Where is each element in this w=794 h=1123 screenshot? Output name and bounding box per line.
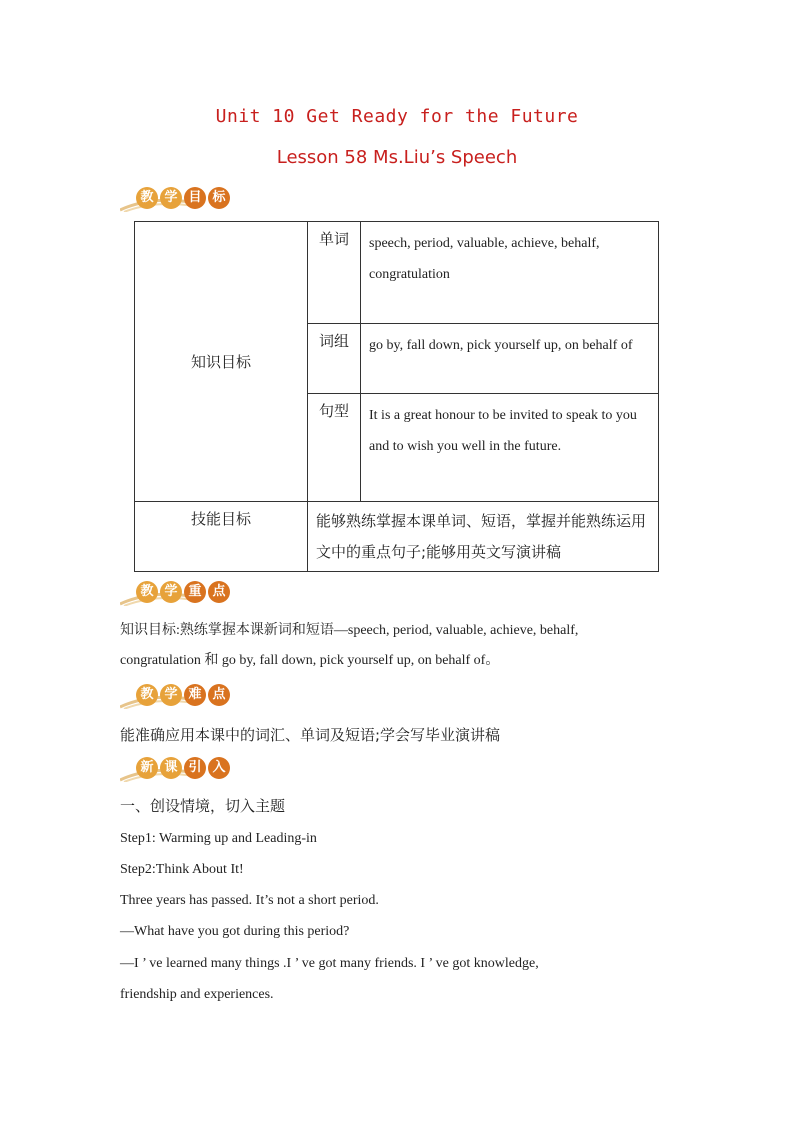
section-badge-objectives (120, 186, 230, 212)
badge-char: 重 (184, 581, 206, 603)
badge-char: 目 (184, 187, 206, 209)
section-badge-difficulties (120, 683, 230, 709)
badge-char: 点 (208, 684, 230, 706)
intro-line-1: Three years has passed. It’s not a short period. (120, 893, 379, 908)
badge-char: 引 (184, 757, 206, 779)
badge-char: 新 (136, 757, 158, 779)
badge-char: 学 (160, 581, 182, 603)
skill-goal-label: 技能目标 (135, 502, 308, 572)
key-points-text (120, 616, 672, 676)
key-points-line-1: 知识目标:熟练掌握本课新词和短语—speech, period, valuable, achieve, behalf, (120, 623, 579, 638)
row-content-sentences: It is a great honour to be invited to speak to you and to wish you well in the future. (361, 394, 659, 502)
lesson-title: Lesson 58 Ms.Liu’s Speech (276, 147, 518, 168)
badge-char: 入 (208, 757, 230, 779)
row-type-phrases: 词组 (308, 324, 361, 394)
section-badge-key-points (120, 580, 230, 606)
difficulties-text: 能准确应用本课中的词汇、单词及短语;学会写毕业演讲稿 (120, 726, 501, 744)
badge-char: 教 (136, 581, 158, 603)
key-points-line-2: congratulation 和 go by, fall down, pick yourself up, on behalf of。 (120, 653, 500, 668)
intro-line-3b: friendship and experiences. (120, 987, 274, 1002)
intro-line-2: —What have you got during this period? (120, 924, 350, 939)
intro-heading: 一、创设情境，切入主题 (120, 797, 286, 815)
badge-char: 学 (160, 187, 182, 209)
intro-step2: Step2:Think About It! (120, 862, 244, 877)
badge-char: 教 (136, 187, 158, 209)
row-type-sentences: 句型 (308, 394, 361, 502)
unit-title: Unit 10 Get Ready for the Future (215, 106, 579, 127)
row-type-words: 单词 (308, 222, 361, 324)
badge-char: 点 (208, 581, 230, 603)
intro-line-3a: —I ’ ve learned many things .I ’ ve got many friends. I ’ ve got knowledge, (120, 956, 539, 971)
row-content-phrases: go by, fall down, pick yourself up, on behalf of (361, 324, 659, 394)
badge-char: 标 (208, 187, 230, 209)
badge-char: 学 (160, 684, 182, 706)
row-content-words: speech, period, valuable, achieve, behalf, congratulation (361, 222, 659, 324)
skill-goal-content: 能够熟练掌握本课单词、短语，掌握并能熟练运用文中的重点句子;能够用英文写演讲稿 (308, 502, 659, 572)
goals-table (134, 221, 659, 572)
section-badge-intro (120, 756, 230, 782)
badge-char: 难 (184, 684, 206, 706)
intro-step1: Step1: Warming up and Leading-in (120, 831, 317, 846)
badge-char: 教 (136, 684, 158, 706)
badge-char: 课 (160, 757, 182, 779)
knowledge-goal-label: 知识目标 (135, 222, 308, 502)
